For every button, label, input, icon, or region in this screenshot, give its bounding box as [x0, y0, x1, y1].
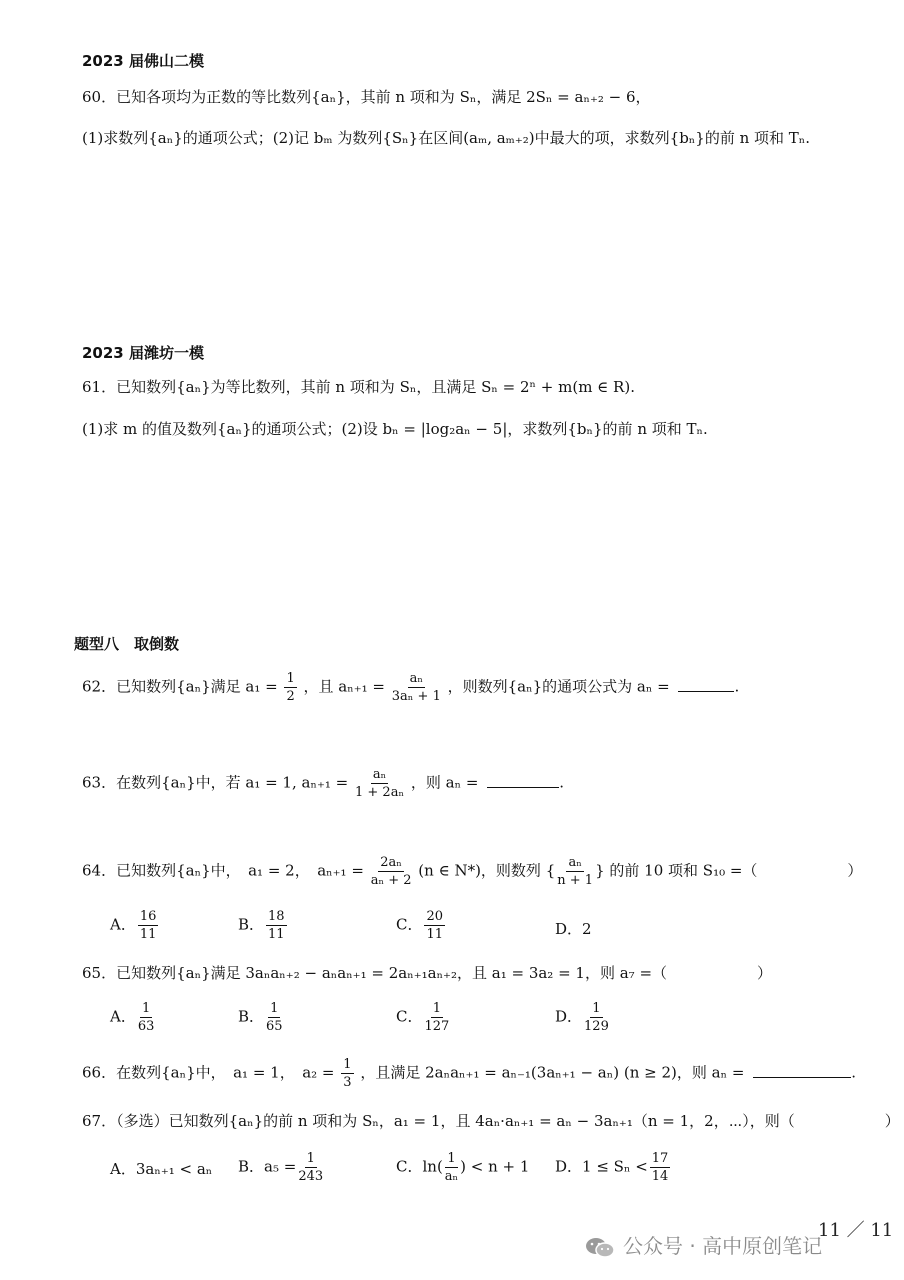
- q62-answer-blank: [678, 691, 734, 692]
- q62-text-post: ，则数列{aₙ}的通项公式为 aₙ =: [447, 677, 670, 696]
- question-61-line-1: 61．已知数列{aₙ}为等比数列，其前 n 项和为 Sₙ，且满足 Sₙ = 2ⁿ + m(m ∈ R).: [82, 378, 635, 396]
- q65-option-a: A． $\frac{1}{63}$: [110, 1001, 155, 1034]
- wechat-icon: [585, 1237, 615, 1259]
- section-heading-weifang: 2023 届潍坊一模: [82, 344, 204, 362]
- page-number: 11 ／ 11: [818, 1220, 894, 1241]
- q65-option-b: B． $\frac{1}{65}$: [238, 1001, 283, 1034]
- q66-text-pre: 66．在数列{aₙ}中， a₁ = 1， a₂ =: [82, 1063, 335, 1082]
- q66-answer-blank: [753, 1077, 851, 1078]
- question-66: [82, 1058, 856, 1089]
- q67-option-b: B．a₅ = $\frac{1}{243}$: [238, 1151, 324, 1184]
- watermark-text: 公众号 · 高中原创笔记: [623, 1234, 823, 1258]
- q66-fraction-a2: $\frac{1}{3}$: [343, 1057, 352, 1090]
- question-61-line-2: (1)求 m 的值及数列{aₙ}的通项公式；(2)设 bₙ = |log₂aₙ − 5|，求数列{bₙ}的前 n 项和 Tₙ.: [82, 420, 708, 438]
- q62-text-end: .: [734, 677, 740, 696]
- q67-option-c: C．ln( $\frac{1}{\text{aₙ}}$ ) < n + 1: [396, 1151, 530, 1184]
- q64-brace-left: {: [545, 861, 556, 880]
- q64-text-post: 的前 10 项和 S₁₀ =（ ）: [609, 861, 863, 880]
- q64-option-d: D．2: [555, 920, 592, 938]
- question-62: [82, 672, 739, 703]
- question-60-line-1: 60．已知各项均为正数的等比数列{aₙ}，其前 n 项和为 Sₙ，满足 2Sₙ = aₙ₊₂ − 6，: [82, 88, 651, 106]
- question-60-line-2: (1)求数列{aₙ}的通项公式；(2)记 bₘ 为数列{Sₙ}在区间(aₘ, aₘ₊₂)中最大的项，求数列{bₙ}的前 n 项和 Tₙ.: [82, 129, 811, 147]
- q64-option-a: A． $\frac{16}{11}$: [110, 909, 157, 942]
- q62-fraction-a1: $\frac{1}{2}$: [286, 671, 295, 704]
- q65-option-c: C． $\frac{1}{127}$: [396, 1001, 450, 1034]
- q65-option-d: D． $\frac{1}{129}$: [555, 1001, 609, 1034]
- q64-text-pre: 64．已知数列{aₙ}中， a₁ = 2， aₙ₊₁ =: [82, 861, 364, 880]
- q62-fraction-recurrence: $\frac{\text{aₙ}}{\text{3aₙ + 1}}$: [391, 671, 441, 704]
- q64-fraction-recurrence: $\frac{\text{2aₙ}}{\text{aₙ + 2}}$: [370, 855, 412, 888]
- q66-text-end: .: [851, 1063, 856, 1082]
- q62-text-pre: 62．已知数列{aₙ}满足 a₁ =: [82, 677, 278, 696]
- q64-option-c: C． $\frac{20}{11}$: [396, 909, 444, 942]
- q63-text-end: .: [559, 773, 564, 792]
- q67-option-d: D．1 ≤ Sₙ < $\frac{17}{14}$: [555, 1151, 669, 1184]
- question-67: 67．（多选）已知数列{aₙ}的前 n 项和为 Sₙ，a₁ = 1，且 4aₙ·aₙ₊₁ = aₙ − 3aₙ₊₁（n = 1，2，⋯），则（ ）: [82, 1112, 900, 1130]
- q63-answer-blank: [487, 787, 559, 788]
- q67-option-a: A．3aₙ₊₁ < aₙ: [110, 1160, 213, 1178]
- q63-text-pre: 63．在数列{aₙ}中，若 a₁ = 1, aₙ₊₁ =: [82, 773, 349, 792]
- q63-text-post: ，则 aₙ =: [410, 773, 479, 792]
- q66-text-post: ，且满足 2aₙaₙ₊₁ = aₙ₋₁(3aₙ₊₁ − aₙ) (n ≥ 2)，则 aₙ =: [360, 1063, 745, 1082]
- question-65: 65．已知数列{aₙ}满足 3aₙaₙ₊₂ − aₙaₙ₊₁ = 2aₙ₊₁aₙ₊₂，且 a₁ = 3a₂ = 1，则 a₇ =（ ）: [82, 964, 773, 982]
- q62-text-mid: ，且 aₙ₊₁ =: [303, 677, 385, 696]
- q64-text-mid: (n ∈ N*)，则数列: [418, 861, 541, 880]
- question-63: [82, 768, 564, 799]
- section-heading-foshan: 2023 届佛山二模: [82, 52, 204, 70]
- watermark: [585, 1230, 822, 1259]
- q64-brace-right: }: [595, 861, 605, 880]
- q63-fraction-recurrence: $\frac{\text{aₙ}}{\text{1 + 2aₙ}}$: [355, 767, 405, 800]
- question-64: [82, 856, 862, 887]
- section-heading-type8: 题型八 取倒数: [74, 635, 180, 653]
- q64-option-b: B． $\frac{18}{11}$: [238, 909, 285, 942]
- q64-fraction-sequence: $\frac{\text{aₙ}}{n + 1}$: [557, 855, 594, 888]
